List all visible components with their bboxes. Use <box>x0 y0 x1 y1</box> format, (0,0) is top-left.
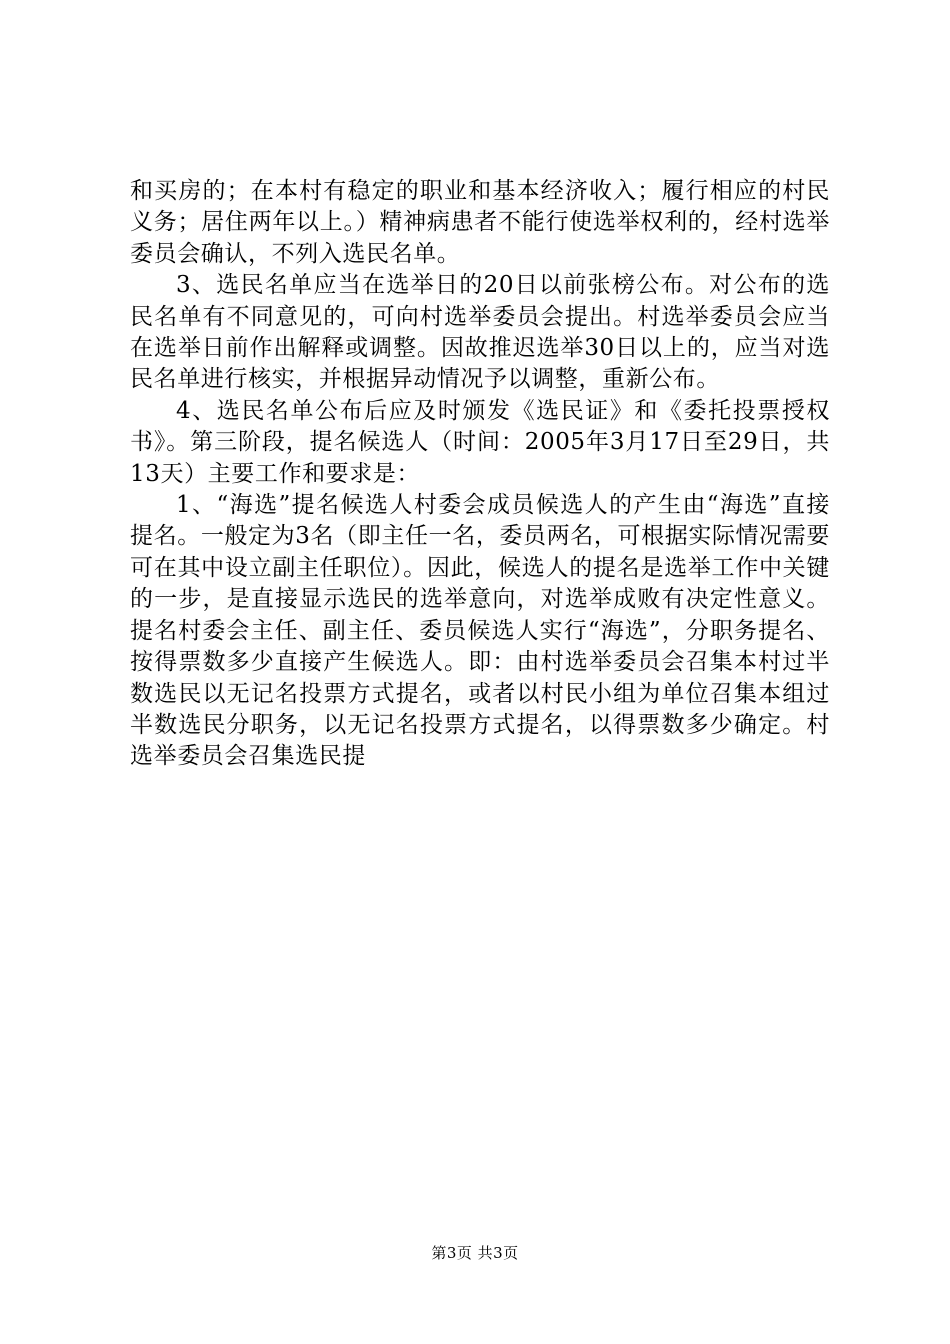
paragraph-3: 4、选民名单公布后应及时颁发《选民证》和《委托投票授权书》。第三阶段，提名候选人（时间：2005年3月17日至29日，共13天）主要工作和要求是： <box>130 397 830 487</box>
page-footer: 第3页 共3页 <box>431 1244 519 1262</box>
paragraph-4: 1、“海选”提名候选人村委会成员候选人的产生由“海选”直接提名。一般定为3名（即主任一名，委员两名，可根据实际情况需要可在其中设立副主任职位）。因此，候选人的提名是选举工作中关键的一步，是直接显示选民的选举意向，对选举成败有决定性意义。提名村委会主任、副主任、委员候选人实行“海选”，分职务提名、按得票数多少直接产生候选人。即：由村选举委员会召集本村过半数选民以无记名投票方式提名，或者以村民小组为单位召集本组过半数选民分职务，以无记名投票方式提名，以得票数多少确定。村选举委员会召集选民提 <box>130 492 830 770</box>
document-body <box>130 176 830 773</box>
paragraph-1: 和买房的；在本村有稳定的职业和基本经济收入；履行相应的村民义务；居住两年以上。）精神病患者不能行使选举权利的，经村选举委员会确认，不列入选民名单。 <box>130 178 830 267</box>
paragraph-2: 3、选民名单应当在选举日的20日以前张榜公布。对公布的选民名单有不同意见的，可向村选举委员会提出。村选举委员会应当在选举日前作出解释或调整。因故推迟选举30日以上的，应当对选民名单进行核实，并根据异动情况予以调整，重新公布。 <box>130 272 830 393</box>
